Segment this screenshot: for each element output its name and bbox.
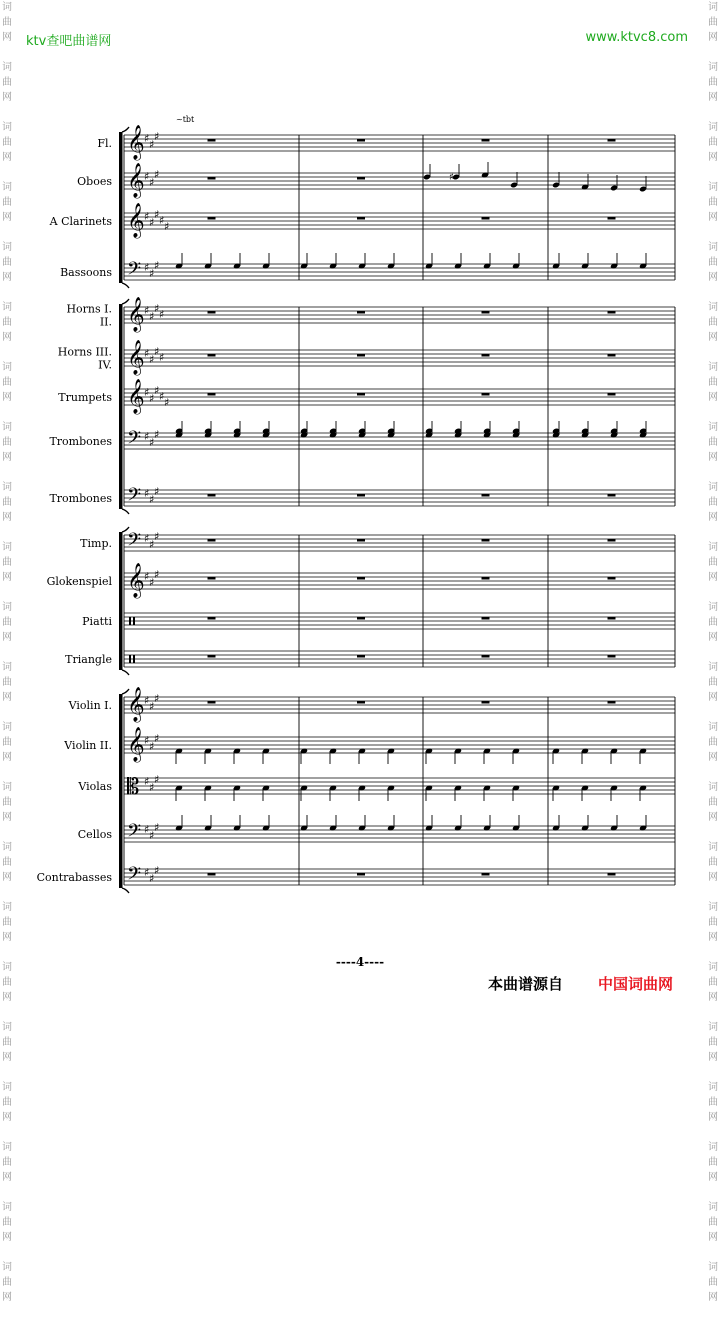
whole-rest: [357, 393, 365, 396]
whole-rest: [208, 311, 216, 314]
watermark-char: 词: [2, 1022, 12, 1033]
bass-clef: 𝄢: [127, 485, 142, 510]
watermark-char: 曲: [2, 797, 12, 808]
whole-rest: [608, 617, 616, 620]
watermark-char: 曲: [708, 497, 718, 508]
key-signature-sharp: ♯: [149, 740, 155, 753]
header-site-name[interactable]: ktv查吧曲谱网: [26, 34, 112, 49]
watermark-char: 词: [708, 782, 718, 793]
watermark-char: 曲: [708, 737, 718, 748]
watermark-char: 曲: [2, 617, 12, 628]
watermark-char: 网: [708, 872, 718, 883]
watermark-char: 网: [708, 812, 718, 823]
watermark-char: 词: [708, 122, 718, 133]
watermark-char: 网: [708, 332, 718, 343]
watermark-gap: [0, 1305, 14, 1320]
watermark-char: 词: [708, 962, 718, 973]
key-signature-sharp: ♯: [144, 532, 150, 545]
watermark-char: 网: [708, 992, 718, 1003]
watermark-char: 词: [708, 542, 718, 553]
whole-rest: [357, 701, 365, 704]
key-signature-sharp: ♯: [159, 390, 165, 403]
instrument-name: Bassoons: [60, 266, 112, 279]
key-signature-sharp: ♯: [149, 829, 155, 842]
percussion-clef: [133, 655, 135, 663]
watermark-gap: [706, 1185, 720, 1200]
watermark-char: 词: [2, 542, 12, 553]
watermark-char: 词: [708, 62, 718, 73]
key-signature-sharp: ♯: [144, 694, 150, 707]
watermark-char: 网: [2, 272, 12, 283]
key-signature-sharp: ♯: [144, 430, 150, 443]
whole-rest: [208, 393, 216, 396]
watermark-char: 曲: [2, 497, 12, 508]
instrument-name: Trombones: [49, 435, 112, 448]
key-signature-sharp: ♯: [154, 692, 160, 705]
watermark-char: 词: [708, 662, 718, 673]
alto-clef: 𝄡: [127, 775, 140, 800]
watermark-char: 网: [708, 1232, 718, 1243]
watermark-gap: [706, 1305, 720, 1320]
whole-rest: [608, 494, 616, 497]
key-signature-sharp: ♯: [154, 428, 160, 441]
whole-rest: [208, 577, 216, 580]
watermark-char: 网: [2, 1232, 12, 1243]
key-signature-sharp: ♯: [149, 353, 155, 366]
instrument-name: IV.: [98, 358, 112, 372]
instrument-name: Violin I.: [68, 699, 112, 712]
key-signature-sharp: ♯: [144, 866, 150, 879]
watermark-char: 词: [2, 962, 12, 973]
key-signature-sharp: ♯: [144, 386, 150, 399]
whole-rest: [357, 311, 365, 314]
key-signature-sharp: ♯: [159, 351, 165, 364]
key-signature-sharp: ♯: [144, 734, 150, 747]
watermark-char: 词: [2, 182, 12, 193]
footer-source-label: 本曲谱源自: [488, 975, 564, 993]
key-signature-sharp: ♯: [164, 396, 170, 409]
system-bracket: [119, 132, 123, 283]
whole-rest: [608, 539, 616, 542]
footer-source-site[interactable]: 中国词曲网: [598, 975, 674, 993]
key-signature-sharp: ♯: [154, 345, 160, 358]
key-signature-sharp: ♯: [149, 872, 155, 885]
key-signature-sharp: ♯: [144, 823, 150, 836]
whole-rest: [208, 539, 216, 542]
key-signature-sharp: ♯: [154, 864, 160, 877]
watermark-char: 曲: [2, 1217, 12, 1228]
key-signature-sharp: ♯: [154, 259, 160, 272]
whole-rest: [357, 354, 365, 357]
watermark-gap: [0, 1185, 14, 1200]
instrument-name: A Clarinets: [49, 215, 112, 228]
watermark-char: 网: [2, 752, 12, 763]
whole-rest: [357, 873, 365, 876]
percussion-clef: [129, 655, 131, 663]
instrument-name: Contrabasses: [36, 871, 112, 884]
watermark-char: 曲: [708, 1157, 718, 1168]
watermark-char: 词: [2, 842, 12, 853]
watermark-char: 词: [2, 1262, 12, 1273]
watermark-char: 词: [2, 782, 12, 793]
watermark-char: 词: [708, 182, 718, 193]
watermark-gap: [706, 1245, 720, 1260]
watermark-char: 网: [2, 1052, 12, 1063]
key-signature-sharp: ♯: [154, 773, 160, 786]
watermark-char: 网: [2, 512, 12, 523]
treble-clef: 𝄞: [127, 379, 145, 414]
key-signature-sharp: ♯: [154, 568, 160, 581]
watermark-char: 词: [2, 62, 12, 73]
instrument-name: Trombones: [49, 492, 112, 505]
page-number: ----4----: [335, 955, 385, 969]
watermark-char: 曲: [2, 437, 12, 448]
accidental-sharp: ♯: [449, 172, 454, 183]
key-signature-sharp: ♯: [154, 208, 160, 221]
key-signature-sharp: ♯: [149, 176, 155, 189]
whole-rest: [482, 354, 490, 357]
watermark-char: 曲: [2, 557, 12, 568]
watermark-char: 曲: [708, 857, 718, 868]
watermark-char: 网: [708, 152, 718, 163]
watermark-char: 曲: [708, 317, 718, 328]
watermark-char: 词: [2, 1082, 12, 1093]
watermark-char: 曲: [2, 737, 12, 748]
watermark-char: 曲: [708, 557, 718, 568]
watermark-char: 网: [708, 1052, 718, 1063]
watermark-char: 词: [708, 422, 718, 433]
watermark-char: 曲: [2, 1277, 12, 1288]
whole-rest: [482, 873, 490, 876]
watermark-char: 曲: [2, 77, 12, 88]
watermark-char: 网: [2, 632, 12, 643]
watermark-gap: [0, 1245, 14, 1260]
watermark-char: 词: [2, 2, 12, 13]
treble-clef: 𝄞: [127, 727, 145, 762]
watermark-char: 曲: [708, 377, 718, 388]
percussion-clef: [133, 617, 135, 625]
watermark-char: 词: [708, 1082, 718, 1093]
watermark-char: 曲: [2, 317, 12, 328]
watermark-char: 曲: [708, 1217, 718, 1228]
key-signature-sharp: ♯: [149, 781, 155, 794]
tempo-mark: ~tbt: [176, 115, 195, 124]
key-signature-sharp: ♯: [144, 347, 150, 360]
watermark-char: 词: [2, 122, 12, 133]
whole-rest: [608, 311, 616, 314]
whole-rest: [482, 217, 490, 220]
key-signature-sharp: ♯: [149, 267, 155, 280]
watermark-char: 曲: [2, 257, 12, 268]
whole-rest: [208, 494, 216, 497]
watermark-char: 词: [708, 602, 718, 613]
key-signature-sharp: ♯: [144, 132, 150, 145]
watermark-gap: [706, 1125, 720, 1140]
treble-clef: 𝄞: [127, 125, 145, 160]
header-site-url[interactable]: www.ktvc8.com: [585, 30, 688, 45]
watermark-char: 网: [708, 572, 718, 583]
whole-rest: [208, 217, 216, 220]
key-signature-sharp: ♯: [144, 210, 150, 223]
watermark-char: 曲: [708, 197, 718, 208]
watermark-char: 网: [708, 1292, 718, 1303]
instrument-name: Horns III.: [57, 345, 112, 359]
watermark-char: 词: [2, 1202, 12, 1213]
whole-rest: [357, 577, 365, 580]
watermark-char: 曲: [2, 917, 12, 928]
key-signature-sharp: ♯: [144, 261, 150, 274]
instrument-name: Timp.: [80, 537, 112, 550]
whole-rest: [208, 701, 216, 704]
bass-clef: 𝄢: [127, 530, 142, 555]
key-signature-sharp: ♯: [149, 216, 155, 229]
treble-clef: 𝄞: [127, 563, 145, 598]
watermark-char: 词: [2, 902, 12, 913]
watermark-char: 网: [708, 752, 718, 763]
watermark-char: 网: [708, 692, 718, 703]
watermark-char: 词: [2, 602, 12, 613]
watermark-char: 曲: [2, 1097, 12, 1108]
watermark-char: 曲: [708, 17, 718, 28]
watermark-char: 网: [2, 692, 12, 703]
whole-rest: [357, 617, 365, 620]
watermark-char: 曲: [708, 617, 718, 628]
instrument-name: Glokenspiel: [46, 575, 112, 588]
bass-clef: 𝄢: [127, 428, 142, 453]
whole-rest: [608, 354, 616, 357]
watermark-char: 网: [2, 572, 12, 583]
watermark-char: 曲: [708, 137, 718, 148]
whole-rest: [357, 655, 365, 658]
watermark-char: 词: [2, 422, 12, 433]
bass-clef: 𝄢: [127, 259, 142, 284]
watermark-char: 曲: [708, 437, 718, 448]
key-signature-sharp: ♯: [144, 775, 150, 788]
watermark-char: 网: [2, 92, 12, 103]
bass-clef: 𝄢: [127, 821, 142, 846]
watermark-char: 曲: [708, 257, 718, 268]
key-signature-sharp: ♯: [149, 700, 155, 713]
key-signature-sharp: ♯: [154, 530, 160, 543]
watermark-char: 曲: [2, 1157, 12, 1168]
watermark-char: 曲: [708, 1277, 718, 1288]
watermark-char: 网: [708, 1112, 718, 1123]
watermark-char: 曲: [708, 77, 718, 88]
whole-rest: [208, 655, 216, 658]
whole-rest: [482, 655, 490, 658]
watermark-char: 词: [708, 302, 718, 313]
watermark-char: 词: [708, 362, 718, 373]
watermark-char: 词: [708, 1022, 718, 1033]
instrument-name: Triangle: [65, 653, 112, 666]
instrument-name: Piatti: [82, 615, 112, 628]
watermark-char: 网: [708, 32, 718, 43]
key-signature-sharp: ♯: [154, 302, 160, 315]
key-signature-sharp: ♯: [149, 392, 155, 405]
watermark-char: 曲: [708, 1037, 718, 1048]
watermark-char: 网: [708, 1172, 718, 1183]
watermark-char: 词: [708, 902, 718, 913]
watermark-char: 网: [2, 1172, 12, 1183]
watermark-char: 网: [708, 212, 718, 223]
whole-rest: [608, 655, 616, 658]
whole-rest: [482, 617, 490, 620]
watermark-char: 网: [708, 932, 718, 943]
instrument-name: II.: [99, 315, 112, 329]
watermark-char: 词: [708, 1202, 718, 1213]
whole-rest: [482, 311, 490, 314]
key-signature-sharp: ♯: [144, 304, 150, 317]
whole-rest: [482, 577, 490, 580]
whole-rest: [208, 139, 216, 142]
percussion-clef: [129, 617, 131, 625]
watermark-char: 网: [2, 452, 12, 463]
watermark-char: 词: [708, 1142, 718, 1153]
key-signature-sharp: ♯: [154, 732, 160, 745]
key-signature-sharp: ♯: [154, 384, 160, 397]
watermark-char: 网: [2, 392, 12, 403]
whole-rest: [482, 701, 490, 704]
treble-clef: 𝄞: [127, 297, 145, 332]
watermark-char: 网: [2, 992, 12, 1003]
whole-rest: [208, 873, 216, 876]
watermark-char: 曲: [2, 197, 12, 208]
key-signature-sharp: ♯: [164, 220, 170, 233]
key-signature-sharp: ♯: [149, 538, 155, 551]
key-signature-sharp: ♯: [149, 138, 155, 151]
watermark-char: 词: [2, 242, 12, 253]
watermark-char: 曲: [2, 1037, 12, 1048]
watermark-char: 词: [708, 1262, 718, 1273]
bracket-hook: [122, 670, 129, 675]
watermark-gap: [0, 1065, 14, 1080]
key-signature-sharp: ♯: [144, 487, 150, 500]
whole-rest: [482, 539, 490, 542]
instrument-name: Violas: [78, 780, 112, 793]
whole-rest: [482, 393, 490, 396]
instrument-name: Violin II.: [64, 739, 112, 752]
key-signature-sharp: ♯: [154, 130, 160, 143]
whole-rest: [357, 139, 365, 142]
key-signature-sharp: ♯: [154, 821, 160, 834]
watermark-char: 网: [2, 872, 12, 883]
watermark-char: 网: [708, 392, 718, 403]
watermark-char: 曲: [2, 677, 12, 688]
key-signature-sharp: ♯: [149, 576, 155, 589]
watermark-char: 网: [708, 272, 718, 283]
watermark-char: 曲: [708, 797, 718, 808]
whole-rest: [608, 701, 616, 704]
watermark-char: 词: [2, 482, 12, 493]
instrument-name: Trumpets: [58, 391, 112, 404]
watermark-char: 网: [2, 932, 12, 943]
watermark-char: 网: [708, 632, 718, 643]
watermark-char: 曲: [708, 677, 718, 688]
watermark-char: 词: [2, 662, 12, 673]
whole-rest: [357, 539, 365, 542]
treble-clef: 𝄞: [127, 687, 145, 722]
watermark-char: 曲: [2, 377, 12, 388]
watermark-char: 曲: [708, 1097, 718, 1108]
watermark-char: 网: [2, 152, 12, 163]
watermark-char: 词: [708, 842, 718, 853]
watermark-char: 词: [708, 2, 718, 13]
watermark-char: 曲: [2, 17, 12, 28]
instrument-name: Cellos: [77, 828, 112, 841]
whole-rest: [357, 217, 365, 220]
whole-rest: [208, 617, 216, 620]
watermark-char: 网: [708, 92, 718, 103]
key-signature-sharp: ♯: [154, 485, 160, 498]
treble-clef: 𝄞: [127, 340, 145, 375]
key-signature-sharp: ♯: [144, 170, 150, 183]
watermark-gap: [0, 1125, 14, 1140]
instrument-name: Horns I.: [66, 302, 112, 316]
watermark-char: 网: [2, 32, 12, 43]
watermark-char: 词: [708, 482, 718, 493]
whole-rest: [608, 873, 616, 876]
watermark-char: 网: [708, 452, 718, 463]
watermark-char: 词: [2, 302, 12, 313]
watermark-gap: [706, 1065, 720, 1080]
watermark-char: 曲: [2, 857, 12, 868]
whole-rest: [357, 494, 365, 497]
system-bracket: [119, 304, 123, 509]
treble-clef: 𝄞: [127, 203, 145, 238]
watermark-char: 曲: [708, 917, 718, 928]
bass-clef: 𝄢: [127, 864, 142, 889]
watermark-char: 网: [708, 512, 718, 523]
watermark-char: 词: [708, 242, 718, 253]
whole-rest: [608, 577, 616, 580]
whole-rest: [208, 177, 216, 180]
key-signature-sharp: ♯: [159, 214, 165, 227]
key-signature-sharp: ♯: [144, 570, 150, 583]
watermark-char: 曲: [2, 977, 12, 988]
whole-rest: [608, 217, 616, 220]
instrument-name: Fl.: [97, 137, 112, 150]
watermark-char: 词: [2, 1142, 12, 1153]
instrument-name: Oboes: [77, 175, 112, 188]
key-signature-sharp: ♯: [149, 436, 155, 449]
watermark-char: 网: [2, 332, 12, 343]
watermark-char: 曲: [2, 137, 12, 148]
watermark-char: 词: [2, 722, 12, 733]
whole-rest: [357, 177, 365, 180]
system-bracket: [119, 532, 123, 670]
whole-rest: [608, 139, 616, 142]
watermark-char: 词: [708, 722, 718, 733]
watermark-char: 网: [2, 212, 12, 223]
key-signature-sharp: ♯: [159, 308, 165, 321]
whole-rest: [482, 139, 490, 142]
key-signature-sharp: ♯: [149, 310, 155, 323]
treble-clef: 𝄞: [127, 163, 145, 198]
whole-rest: [208, 354, 216, 357]
watermark-char: 网: [2, 1112, 12, 1123]
key-signature-sharp: ♯: [149, 493, 155, 506]
system-bracket: [119, 694, 123, 888]
watermark-char: 网: [2, 812, 12, 823]
watermark-char: 网: [2, 1292, 12, 1303]
whole-rest: [482, 494, 490, 497]
watermark-char: 曲: [708, 977, 718, 988]
whole-rest: [608, 393, 616, 396]
key-signature-sharp: ♯: [154, 168, 160, 181]
watermark-char: 词: [2, 362, 12, 373]
